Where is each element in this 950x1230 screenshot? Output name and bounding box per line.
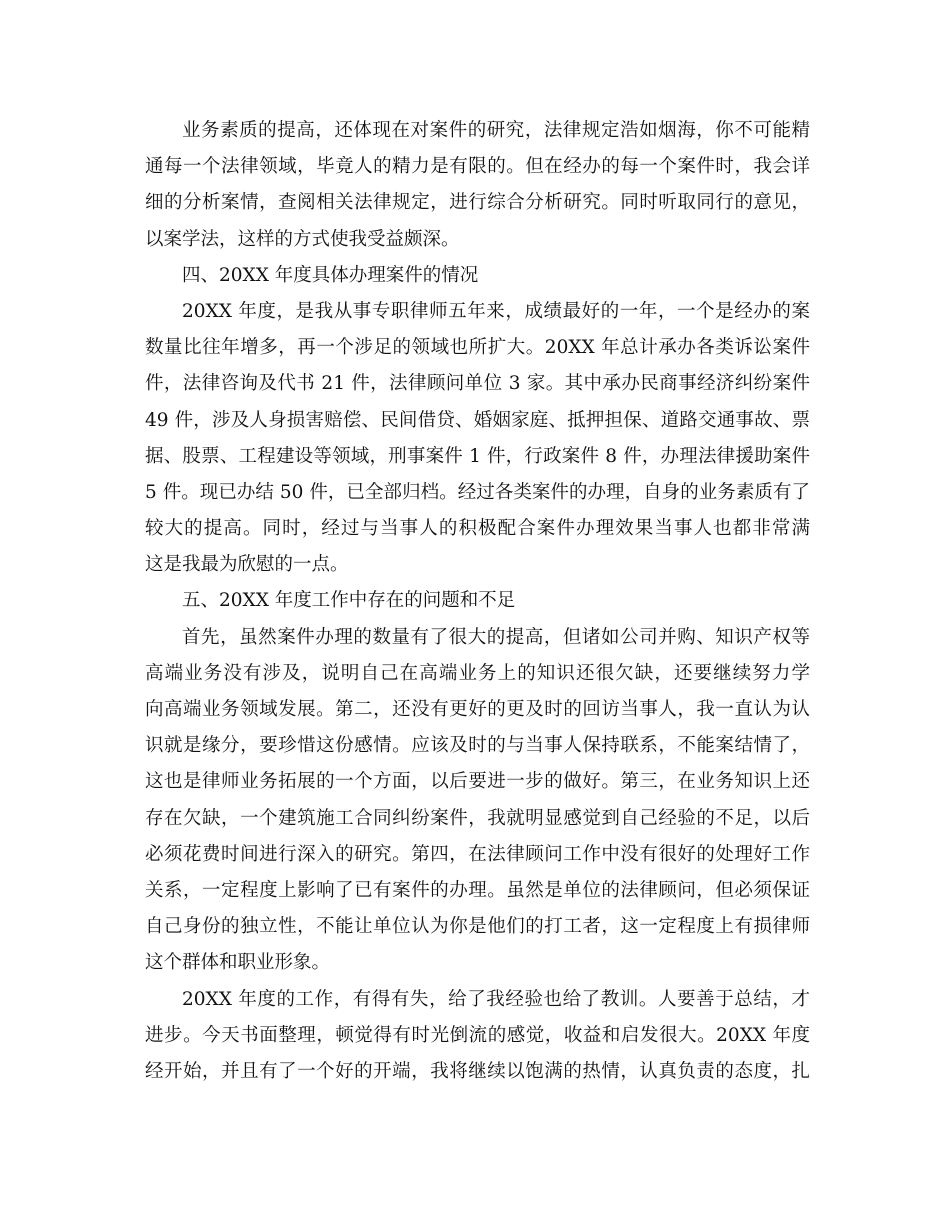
paragraph-line: 件，法律咨询及代书 21 件，法律顾问单位 3 家。其中承办民商事经济纠纷案件 — [145, 373, 810, 395]
paragraph-line: 20XX 年度，是我从事专职律师五年来，成绩最好的一年，一个是经办的案 — [182, 300, 810, 322]
paragraph-line: 识就是缘分，要珍惜这份感情。应该及时的与当事人保持联系，不能案结情了， — [145, 735, 810, 757]
paragraph-line: 存在欠缺，一个建筑施工合同纠纷案件，我就明显感觉到自己经验的不足，以后 — [145, 807, 810, 829]
paragraph-line: 以案学法，这样的方式使我受益颇深。 — [145, 228, 460, 250]
paragraph-line: 据、股票、工程建设等领域，刑事案件 1 件，行政案件 8 件，办理法律援助案件 — [145, 445, 810, 467]
paragraph-line: 关系，一定程度上影响了已有案件的办理。虽然是单位的法律顾问，但必须保证 — [145, 879, 810, 901]
paragraph-line: 必须花费时间进行深入的研究。第四，在法律顾问工作中没有很好的处理好工作 — [145, 843, 810, 865]
paragraph-line: 较大的提高。同时，经过与当事人的积极配合案件办理效果当事人也都非常满 — [145, 518, 810, 540]
paragraph-line: 首先，虽然案件办理的数量有了很大的提高，但诸如公司并购、知识产权等 — [182, 626, 810, 648]
paragraph-line: 高端业务没有涉及，说明自己在高端业务上的知识还很欠缺，还要继续努力学 — [145, 662, 810, 684]
paragraph-line: 数量比往年增多，再一个涉足的领域也所扩大。20XX 年总计承办各类诉讼案件 — [145, 337, 810, 359]
paragraph-line: 49 件，涉及人身损害赔偿、民间借贷、婚姻家庭、抵押担保、道路交通事故、票 — [145, 409, 810, 431]
paragraph-line: 业务素质的提高，还体现在对案件的研究，法律规定浩如烟海，你不可能精 — [182, 120, 810, 141]
paragraph-line: 经开始，并且有了一个好的开端，我将继续以饱满的热情，认真负责的态度，扎 — [145, 1060, 810, 1082]
document-body — [145, 113, 810, 1090]
paragraph-line: 20XX 年度的工作，有得有失，给了我经验也给了教训。人要善于总结，才 — [182, 988, 810, 1010]
paragraph-line: 5 件。现已办结 50 件，已全部归档。经过各类案件的办理，自身的业务素质有了 — [145, 481, 810, 503]
section-heading: 四、20XX 年度具体办理案件的情况 — [182, 264, 479, 286]
paragraph-line: 自己身份的独立性，不能让单位认为你是他们的打工者，这一定程度上有损律师 — [145, 916, 810, 938]
paragraph-line: 这是我最为欣慰的一点。 — [145, 554, 349, 576]
paragraph-line: 进步。今天书面整理，顿觉得有时光倒流的感觉，收益和启发很大。20XX 年度 — [145, 1024, 810, 1046]
paragraph-line: 这也是律师业务拓展的一个方面，以后要进一步的做好。第三，在业务知识上还 — [145, 771, 810, 793]
paragraph-line: 这个群体和职业形象。 — [145, 952, 331, 974]
section-heading: 五、20XX 年度工作中存在的问题和不足 — [182, 590, 516, 612]
paragraph-line: 细的分析案情，查阅相关法律规定，进行综合分析研究。同时听取同行的意见， — [145, 192, 810, 214]
paragraph-line: 通每一个法律领域，毕竟人的精力是有限的。但在经办的每一个案件时，我会详 — [145, 156, 810, 178]
paragraph-line: 向高端业务领域发展。第二，还没有更好的更及时的回访当事人，我一直认为认 — [145, 699, 810, 720]
